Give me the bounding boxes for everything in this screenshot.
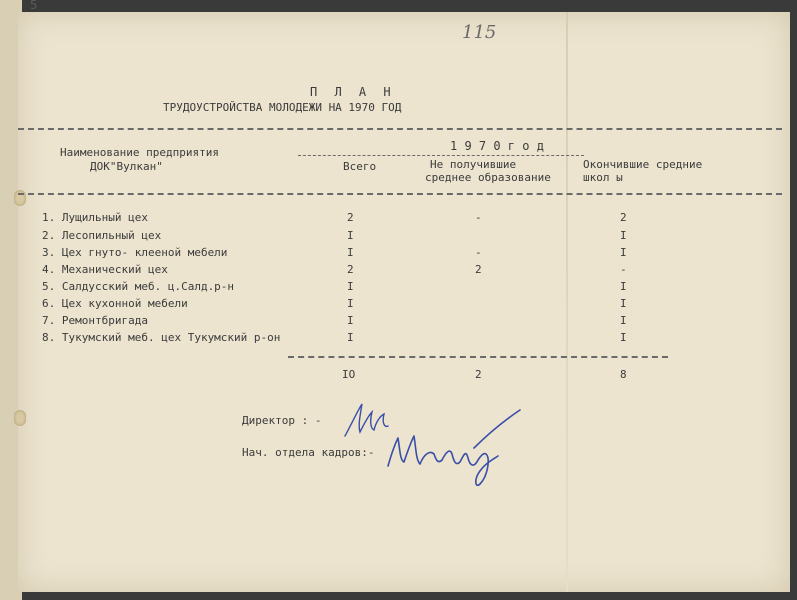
column-header-graduated-1: Окончившие средние xyxy=(583,158,703,171)
column-header-graduated-2: школ ы xyxy=(583,171,623,184)
document-title: П Л А Н xyxy=(310,85,396,99)
row-graduated: I xyxy=(620,280,627,293)
row-total: I xyxy=(347,246,354,259)
document-subtitle: ТРУДОУСТРОЙСТВА МОЛОДЕЖИ НА 1970 ГОД xyxy=(163,101,402,114)
row-graduated: I xyxy=(620,331,627,344)
row-name: 5. Салдусский меб. ц.Салд.р-н xyxy=(42,280,235,293)
row-graduated: I xyxy=(620,246,627,259)
row-total: I xyxy=(347,331,354,344)
paper-fold xyxy=(566,12,568,592)
row-no-secondary: 2 xyxy=(475,263,482,276)
year-underline xyxy=(298,155,584,156)
row-graduated: I xyxy=(620,297,627,310)
header-bottom-rule xyxy=(18,193,782,195)
row-name: 7. Ремонтбригада xyxy=(42,314,148,327)
column-header-no-secondary-2: среднее образование xyxy=(425,171,551,184)
table-top-rule xyxy=(18,128,782,130)
punch-hole xyxy=(14,410,26,426)
row-no-secondary: - xyxy=(475,246,482,259)
row-total: I xyxy=(347,297,354,310)
year-label: 1 9 7 0 г о д xyxy=(450,139,544,153)
column-header-enterprise: ДОК"Вулкан" xyxy=(90,160,163,173)
page-number: 115 xyxy=(462,22,497,43)
hr-head-label: Нач. отдела кадров:- xyxy=(242,446,375,459)
row-total: I xyxy=(347,229,354,242)
row-total: 2 xyxy=(347,263,354,276)
row-name: 6. Цех кухонной мебели xyxy=(42,297,188,310)
row-graduated: I xyxy=(620,314,627,327)
director-label: Директор : - xyxy=(242,414,322,427)
row-total: 2 xyxy=(347,211,354,224)
row-graduated: - xyxy=(620,263,627,276)
column-header-name: Наименование предприятия xyxy=(60,146,219,159)
total-no-secondary: 2 xyxy=(475,368,482,381)
row-name: 1. Лущильный цех xyxy=(42,211,148,224)
column-header-total: Всего xyxy=(343,160,377,173)
row-total: I xyxy=(347,280,354,293)
row-total: I xyxy=(347,314,354,327)
total-all: IO xyxy=(342,368,356,381)
hr-head-signature xyxy=(378,404,528,494)
total-graduated: 8 xyxy=(620,368,627,381)
row-graduated: 2 xyxy=(620,211,627,224)
corner-mark: 5 xyxy=(30,0,38,12)
row-name: 3. Цех гнуто- клееной мебели xyxy=(42,246,228,259)
row-graduated: I xyxy=(620,229,627,242)
row-name: 4. Механический цех xyxy=(42,263,168,276)
row-name: 8. Тукумский меб. цех Тукумский р-он xyxy=(42,331,281,344)
row-no-secondary: - xyxy=(475,211,482,224)
column-header-no-secondary-1: Не получившие xyxy=(430,158,517,171)
totals-rule xyxy=(288,356,668,358)
row-name: 2. Лесопильный цех xyxy=(42,229,162,242)
